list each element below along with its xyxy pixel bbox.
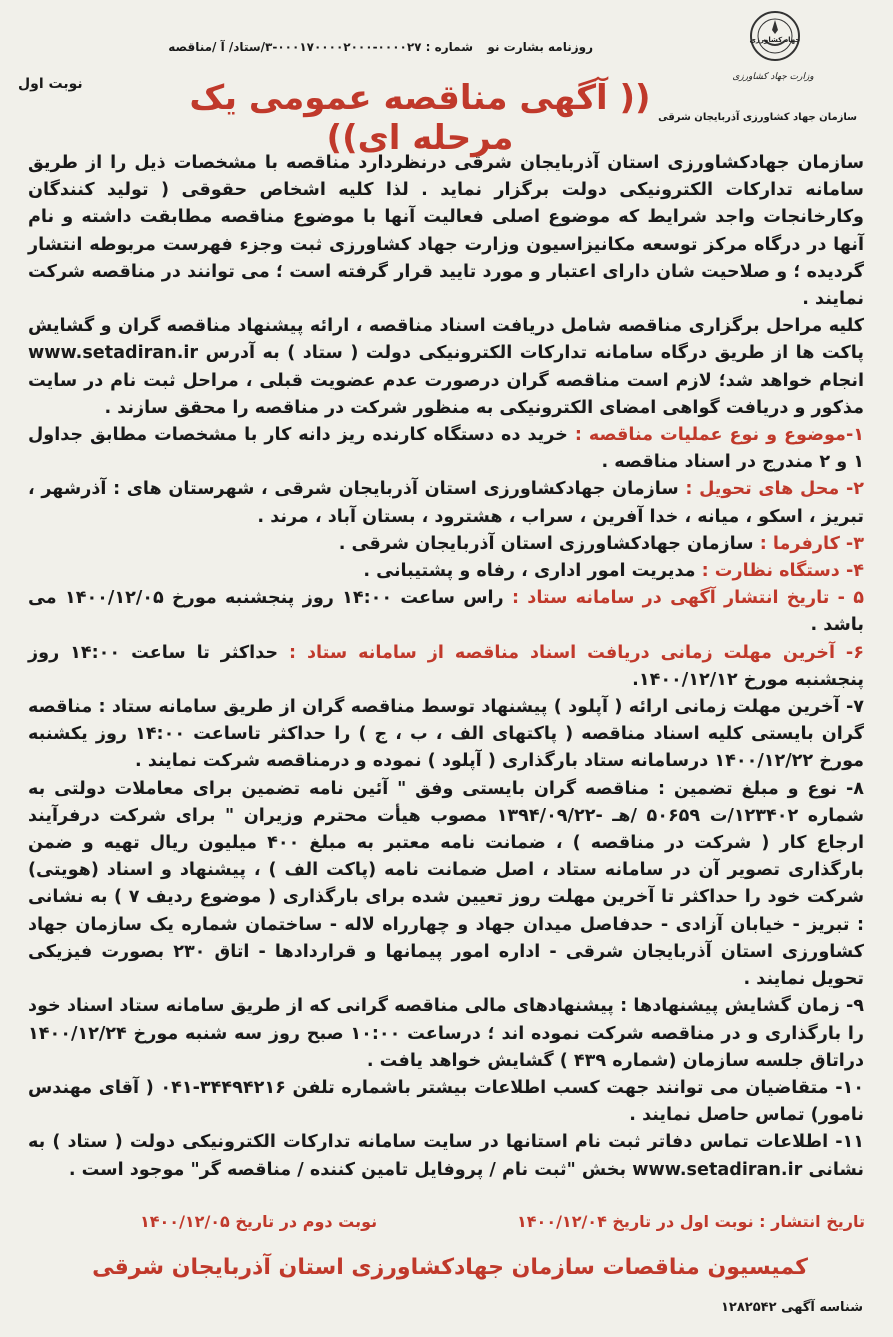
- publication-date-first: تاریخ انتشار : نوبت اول در تاریخ ۱۴۰۰/۱۲/۰۴: [517, 1212, 865, 1231]
- ad-identifier: شناسه آگهی ۱۲۸۲۵۴۲: [721, 1300, 863, 1315]
- item-4: [28, 558, 864, 585]
- ministry-caption: وزارت جهاد کشاورزی: [732, 72, 814, 82]
- tender-body: [28, 150, 864, 1184]
- item-3-text: سازمان جهادکشاورزی استان آذربایجان شرقی .: [338, 533, 754, 554]
- item-3: [28, 531, 864, 558]
- commission-title: کمیسیون مناقصات سازمان جهادکشاورزی استان آذربایجان شرقی: [92, 1255, 808, 1280]
- item-11: [28, 1129, 864, 1183]
- item-3-label: ۳- کارفرما :: [759, 533, 864, 554]
- round-label: نوبت اول: [18, 76, 83, 92]
- item-5: [28, 585, 864, 639]
- stages-paragraph: [28, 313, 864, 422]
- item-5-text: راس ساعت ۱۴:۰۰ روز پنجشنبه مورخ ۱۴۰۰/۱۲/۰۵ می باشد .: [28, 588, 864, 636]
- item-6-label: ۶- آخرین مهلت زمانی دریافت اسناد مناقصه از سامانه ستاد :: [289, 642, 864, 663]
- publication-date-second: نوبت دوم در تاریخ ۱۴۰۰/۱۲/۰۵: [140, 1212, 378, 1231]
- item-8: ۸- نوع و مبلغ تضمین : مناقصه گران بایستی وفق " آئین نامه تضمین برای معاملات دولتی به شماره ۱۲۳۴۰۲/ت ۵۰۶۵۹ /هـ -۱۳۹۴/۰۹/۲۲ مصوب هیأت محترم وزیران " برای شرکت درفرآیند ارجاع کار ( شرکت در مناقصه ) ، ضمانت نامه معتبر به مبلغ ۴۰۰ میلیون ریال تهیه و ضمن بارگذاری تصویر آن در سامانه ستاد ، اصل ضمانت نامه (پاکت الف ) ، پیشنهاد و اسناد (هویتی) شرکت خود را حداکثر تا آخرین مهلت روز تعیین شده برای بارگذاری ( موضوع ردیف ۷ ) به نشانی : تبریز - خیابان آزادی - حدفاصل میدان جهاد و چهارراه لاله - ساختمان شماره یک سازمان جهاد کشاورزی استان آذربایجان شرقی - اداره امور پیمانها و قراردادها - اتاق ۲۳۰ بصورت فیزیکی تحویل نمایند .: [28, 778, 864, 990]
- item-2: [28, 476, 864, 530]
- item-5-label: ۵ - تاریخ انتشار آگهی در سامانه ستاد :: [511, 588, 864, 609]
- tender-number: شماره : ۰۰۰۰۲۷-۰۰۰۱۷۰۰۰۰۲۰۰۰-۳/ستاد/ آ /مناقصه: [168, 40, 473, 54]
- item-7: ۷- آخرین مهلت زمانی ارائه ( آپلود ) پیشنهاد توسط مناقصه گران از طریق سامانه ستاد : مناقصه گران بایستی کلیه اسناد مناقصه ( پاکتهای الف ، ب ، ج ) را حداکثر تاساعت ۱۴:۰۰ روز یکشنبه مورخ ۱۴۰۰/۱۲/۲۲ درسامانه ستاد بارگذاری ( آپلود ) نموده و درمناقصه شرکت نمایند .: [28, 697, 864, 772]
- item-2-text: سازمان جهادکشاورزی استان آذربایجان شرقی ، شهرستان های : آذرشهر ، تبریز ، اسکو ، میانه ، خدا آفرین ، سراب ، هشترود ، بستان آباد ، مرند .: [28, 479, 864, 527]
- ministry-logo-icon: [749, 10, 801, 62]
- newspaper-name: روزنامه بشارت نو: [487, 40, 593, 54]
- stages-text-b: انجام خواهد شد؛ لازم است مناقصه گران درصورت عدم عضویت قبلی ، مراحل ثبت نام در سایت مذکور و دریافت گواهی امضای الکترونیکی به منظور شرکت در مناقصه را محقق سازند .: [28, 370, 864, 418]
- website-link-2[interactable]: www.setadiran.ir: [632, 1159, 803, 1180]
- website-link[interactable]: www.setadiran.ir: [28, 343, 199, 364]
- item-2-label: ۲- محل های تحویل :: [685, 479, 865, 500]
- item-11-text-a: ۱۱- اطلاعات تماس دفاتر ثبت نام استانها در سایت سامانه تدارکات الکترونیکی دولت ( ستاد ) به نشانی: [28, 1132, 864, 1180]
- item-6-text: حداکثر تا ساعت ۱۴:۰۰ روز پنجشنبه مورخ ۱۴۰۰/۱۲/۱۲.: [28, 642, 864, 690]
- stages-text-a: کلیه مراحل برگزاری مناقصه شامل دریافت اسناد مناقصه ، ارائه پیشنهاد مناقصه گران و گشایش پاکت ها از طریق درگاه سامانه تدارکات الکترونیکی دولت ( ستاد ) به آدرس: [28, 316, 864, 364]
- item-1: [28, 422, 864, 476]
- logo-text: جهاد کشاورزی: [749, 36, 801, 44]
- item-4-text: مدیریت امور اداری ، رفاه و پشتیبانی .: [363, 561, 696, 582]
- intro-paragraph: سازمان جهادکشاورزی استان آذربایجان شرقی درنظردارد مناقصه با مشخصات ذیل را از طریق سامانه تدارکات الکترونیکی دولت برگزار نماید . لذا کلیه اشخاص حقوقی ( تولید کنندگان وکارخانجات واجد شرایط که موضوع اصلی فعالیت آنها با موضوع مناقصه مطابقت داشته و نام آنها در درگاه مرکز توسعه مکانیزاسیون وزارت جهاد کشاورزی ثبت وجزء فهرست مربوطه انتشار گردیده ؛ و صلاحیت شان دارای اعتبار و مورد تایید قرار گرفته است ؛ می توانند در مناقصه شرکت نمایند .: [28, 153, 864, 310]
- item-1-text: خرید ده دستگاه کارنده ریز دانه کار با مشخصات مطابق جداول ۱ و ۲ مندرج در اسناد مناقصه .: [28, 425, 864, 473]
- item-10: ۱۰- متقاضیان می توانند جهت کسب اطلاعات بیشتر باشماره تلفن ۳۴۴۹۴۲۱۶-۰۴۱ ( آقای مهندس نامور) تماس حاصل نمایند .: [28, 1077, 864, 1126]
- page-title: (( آگهی مناقصه عمومی یک مرحله ای)): [189, 78, 651, 158]
- item-6: [28, 640, 864, 694]
- item-11-text-b: بخش "ثبت نام / پروفایل تامین کننده / مناقصه گر" موجود است .: [68, 1159, 627, 1180]
- item-4-label: ۴- دستگاه نظارت :: [701, 561, 864, 582]
- item-1-label: ۱-موضوع و نوع عملیات مناقصه :: [574, 425, 864, 446]
- organization-caption: سازمان جهاد کشاورزی آذربایجان شرقی: [658, 112, 857, 123]
- item-9: ۹- زمان گشایش پیشنهادها : پیشنهادهای مالی مناقصه گرانی که از طریق سامانه ستاد اسناد خود را بارگذاری و در مناقصه شرکت نموده اند ؛ درساعت ۱۰:۰۰ صبح روز سه شنبه مورخ ۱۴۰۰/۱۲/۲۴ دراتاق جلسه سازمان (شماره ۴۳۹ ) گشایش خواهد یافت .: [28, 996, 864, 1071]
